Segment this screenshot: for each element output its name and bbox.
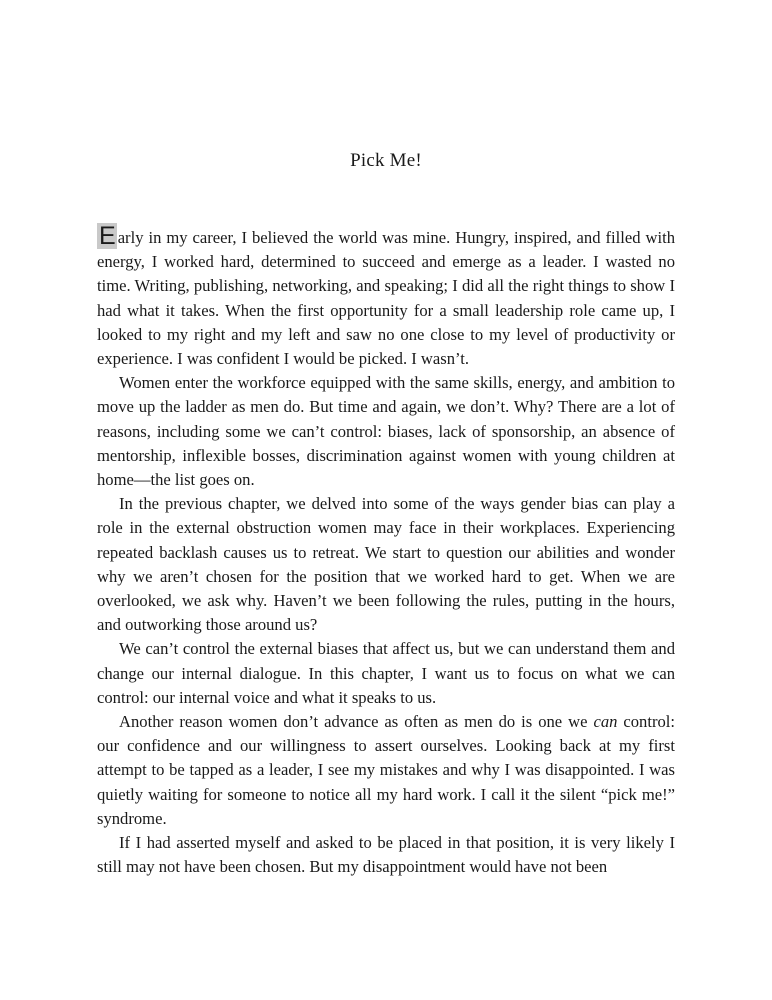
paragraph-1-text: arly in my career, I believed the world was mine. Hungry, inspired, and filled with energy, I worked hard, determined to succeed and emerge as a leader. I wasted no time. Writing, publishing, networking, and speaking; I did all the right things to show I had what it takes. When the first opportunity for a small leadership role came up, I looked to my right and my left and saw no one close to my level of productivity or experience. I was confident I would be picked. I wasn’t. xyxy=(97,228,675,369)
paragraph-5-text-before: Another reason women don’t advance as often as men do is one we xyxy=(119,712,594,732)
paragraph-2: Women enter the workforce equipped with the same skills, energy, and ambition to move up the ladder as men do. But time and again, we don’t. Why? There are a lot of reasons, including some we can’t control: biases, lack of sponsorship, an absence of mentorship, inflexible bosses, discrimination against women with young children at home—the list goes on. xyxy=(97,373,675,490)
emphasis-can: can xyxy=(593,712,618,732)
drop-cap: E xyxy=(99,222,116,250)
paragraph-3: In the previous chapter, we delved into some of the ways gender bias can play a role in the external obstruction women may face in their workplaces. Experiencing repeated backlash causes us to retreat. We start to question our abilities and wonder why we aren’t chosen for the position that we worked hard to get. When we are overlooked, we ask why. Haven’t we been following the rules, putting in the hours, and outworking those around us? xyxy=(97,494,675,635)
chapter-title: Pick Me! xyxy=(350,150,422,171)
paragraph-5 xyxy=(97,710,675,831)
chapter-body xyxy=(97,223,675,879)
paragraph-4: We can’t control the external biases that affect us, but we can understand them and change our internal dialogue. In this chapter, I want us to focus on what we can control: our internal voice and what it speaks to us. xyxy=(97,639,675,707)
paragraph-1 xyxy=(97,223,675,371)
paragraph-5-text-after: control: our confidence and our willingness to assert ourselves. Looking back at my first attempt to be tapped as a leader, I see my mistakes and why I was disappointed. I was quietly waiting for someone to notice all my hard work. I call it the silent “pick me!” syndrome. xyxy=(97,712,675,828)
paragraph-6: If I had asserted myself and asked to be placed in that position, it is very likely I still may not have been chosen. But my disappointment would have not been xyxy=(97,833,675,877)
